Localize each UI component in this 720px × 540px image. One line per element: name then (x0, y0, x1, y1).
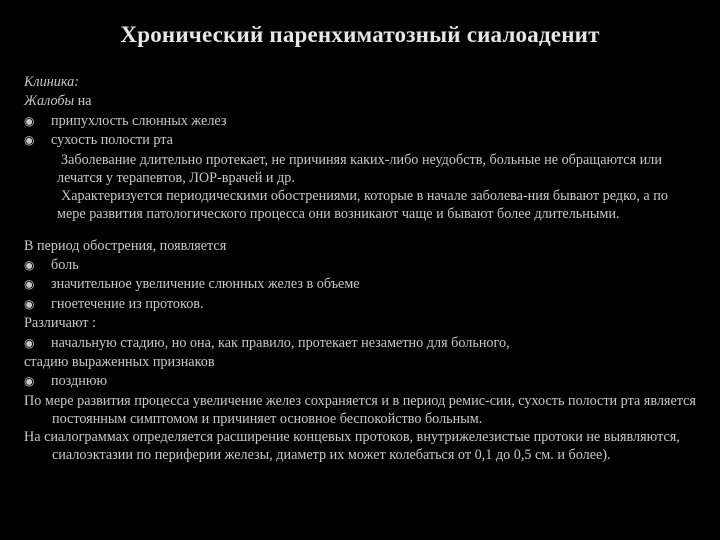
stage-two-text: стадию выраженных признаков (24, 354, 215, 371)
list-item-text: припухлость слюнных желез (51, 112, 227, 129)
bullet-icon: ◉ (24, 374, 35, 389)
list-item (24, 256, 696, 275)
paragraph: На сиалограммах определяется расширение концевых протоков, внутрижелезистые протоки не выявляются, сиалоэктазии по периферии железы, диаметр их может колебаться от 0,1 до 0,5 см. и более). (24, 428, 680, 463)
list-item (24, 295, 696, 314)
paragraph: Заболевание длительно протекает, не причиняя каких-либо неудобств, больные не обращаются или лечатся у терапевтов, ЛОР-врачей и др. (57, 151, 662, 186)
bullet-icon: ◉ (24, 277, 35, 292)
list-item (24, 334, 696, 353)
list-item-text: позднюю (51, 373, 108, 390)
bullet-icon: ◉ (24, 296, 35, 311)
list-item-text: боль (51, 257, 79, 274)
stages-heading: Различают : (24, 315, 96, 332)
list-item (24, 112, 696, 131)
list-item (24, 131, 696, 150)
list-item (24, 372, 696, 391)
list-item-text: значительное увеличение слюнных желез в объеме (51, 276, 360, 293)
clinic-heading: Клиника: (24, 74, 79, 90)
complaints-label: Жалобы (24, 93, 75, 110)
bullet-icon: ◉ (24, 258, 35, 273)
bullet-icon: ◉ (24, 335, 35, 350)
list-item (24, 275, 696, 294)
paragraph: Характеризуется периодическими обострениями, которые в начале заболева-ния бывают редко, а по мере развития патологического процесса они возникают чаще и бывают более длительными. (57, 187, 668, 222)
slide-body (24, 73, 696, 464)
complaints-line (24, 92, 696, 111)
list-item-text: гноетечение из протоков. (51, 295, 204, 312)
complaints-rest: на (74, 93, 92, 110)
bullet-icon: ◉ (24, 113, 35, 128)
list-item-text: начальную стадию, но она, как правило, протекает незаметно для больного, (51, 334, 510, 351)
paragraph: По мере развития процесса увеличение желез сохраняется и в период ремис-сии, сухость полости рта является постоянным симптомом и причиняет основное беспокойство больным. (24, 392, 696, 427)
list-item-text: сухость полости рта (51, 132, 173, 149)
slide-title: Хронический паренхиматозный сиалоаденит (120, 22, 600, 47)
exacerbation-heading: В период обострения, появляется (24, 237, 227, 254)
bullet-icon: ◉ (24, 133, 35, 148)
